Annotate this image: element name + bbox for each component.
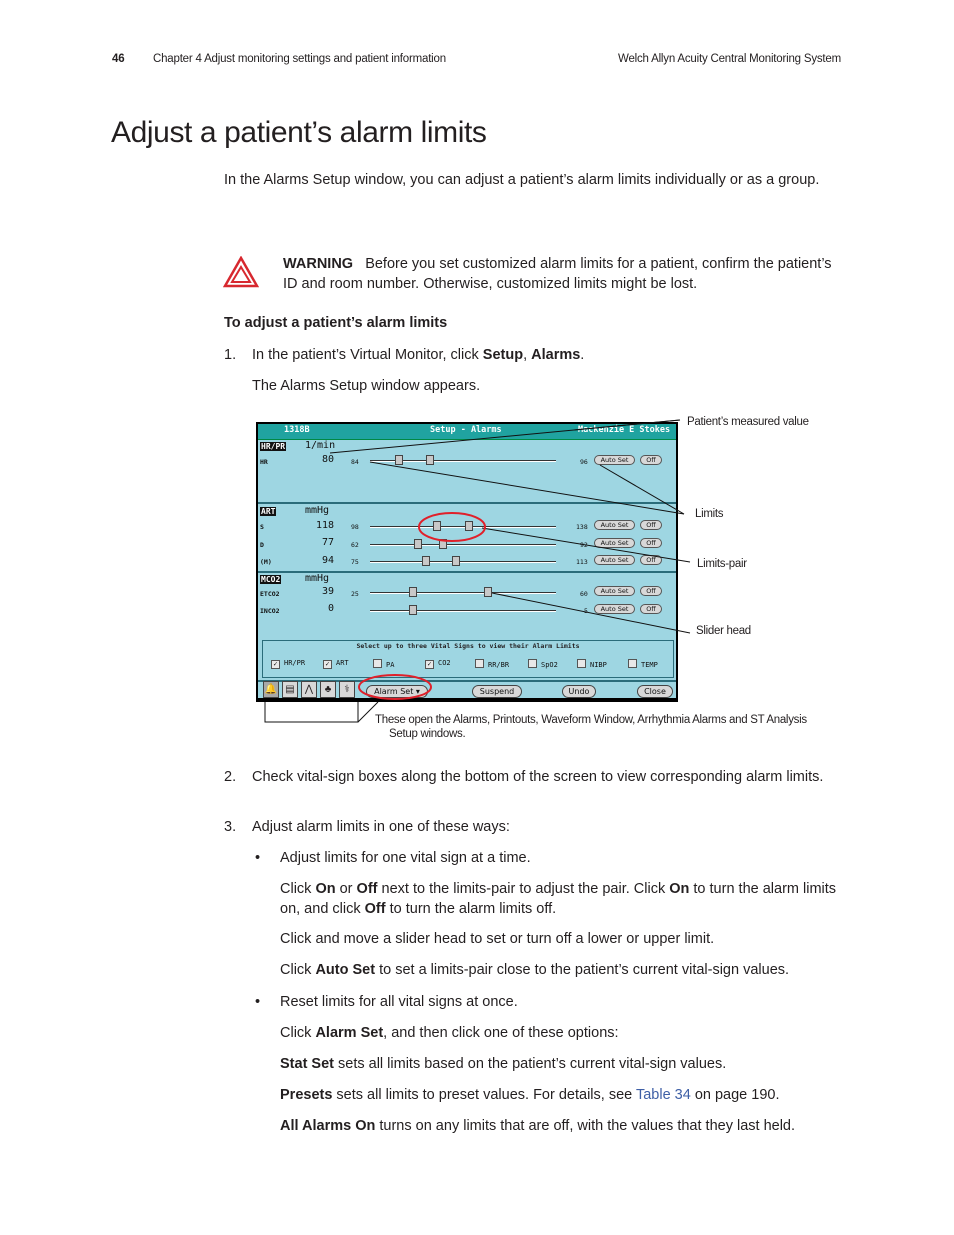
st-analysis-icon[interactable]: ⚕ — [339, 681, 355, 698]
checkbox-pa[interactable] — [373, 659, 394, 669]
row-label-m: (M) — [260, 558, 272, 566]
off-button-inco2[interactable]: Off — [640, 604, 662, 614]
off-term: Off — [356, 881, 378, 897]
off-button-s[interactable]: Off — [640, 520, 662, 530]
section-tag-mco2: MCO2 — [261, 575, 281, 584]
step-1-comma: , — [523, 347, 532, 363]
off-button-hr[interactable]: Off — [640, 455, 662, 465]
auto-set-button-hr[interactable]: Auto Set — [594, 455, 635, 465]
intro-paragraph: In the Alarms Setup window, you can adjust a patient’s alarm limits individually or as a group. — [224, 172, 820, 188]
slider-head-d-high[interactable] — [439, 539, 447, 549]
off-term: Off — [364, 900, 386, 917]
slider-head-inco2-high[interactable] — [409, 605, 417, 615]
icon-bracket — [265, 702, 358, 722]
callout-slider-head: Slider head — [696, 625, 751, 637]
slider-head-etco2-low[interactable] — [409, 587, 417, 597]
value-inco2: 0 — [327, 603, 334, 614]
auto-set-button-d[interactable]: Auto Set — [594, 538, 635, 548]
checkbox-label: NIBP — [590, 661, 607, 669]
checkbox-temp[interactable] — [628, 659, 658, 669]
value-etco2: 39 — [321, 586, 334, 597]
stat-set-option — [280, 1055, 726, 1075]
window-title: Setup - Alarms — [430, 425, 502, 435]
callout-icons-line2: Setup windows. — [389, 728, 466, 740]
row-label-d: D — [260, 541, 264, 549]
unit-hrpr: 1/min — [305, 440, 336, 451]
value-m: 94 — [321, 555, 334, 566]
auto-set-term: Auto Set — [315, 962, 376, 978]
low-limit-m: 75 — [351, 558, 359, 566]
slider-head-s-low[interactable] — [433, 521, 441, 531]
section-tag-hrpr: HR/PR — [261, 442, 286, 451]
high-limit-inco2: 5 — [584, 607, 588, 615]
high-limit-hr: 96 — [580, 458, 588, 466]
text-run: , and then click one of these options: — [383, 1025, 619, 1041]
slider-head-s-high[interactable] — [465, 521, 473, 531]
step-1-end: . — [580, 347, 585, 363]
unit-art: mmHg — [305, 505, 330, 516]
value-s: 118 — [315, 520, 334, 531]
undo-button[interactable]: Undo — [562, 685, 596, 698]
checkbox-label: TEMP — [641, 661, 658, 669]
callout-limits-pair: Limits-pair — [697, 558, 747, 570]
slider-track-inco2[interactable] — [370, 610, 556, 612]
window-body — [258, 440, 676, 698]
bullet-2-para-1 — [280, 1024, 619, 1044]
callout-icons-line1: These open the Alarms, Printouts, Waveform Window, Arrhythmia Alarms and ST Analysis — [375, 714, 807, 726]
all-alarms-on-option — [280, 1117, 795, 1137]
row-label-inco2: INCO2 — [260, 607, 280, 615]
room-label: 1318B — [284, 425, 310, 435]
text-run: to turn the alarm limits off. — [385, 900, 557, 917]
alarms-term: Alarms — [531, 347, 581, 363]
step-2-text: Check vital-sign boxes along the bottom of the screen to view corresponding alarm limits. — [252, 769, 824, 785]
presets-term: Presets — [280, 1087, 333, 1103]
bullet-1-text: Adjust limits for one vital sign at a time. — [280, 850, 531, 866]
warning-label: WARNING — [283, 256, 354, 272]
procedure-title: To adjust a patient’s alarm limits — [224, 315, 448, 331]
high-limit-m: 113 — [576, 558, 588, 566]
step-1-text — [252, 346, 584, 366]
text-run: Click — [280, 962, 316, 978]
on-term: On — [669, 881, 690, 897]
step-1-pre: In the patient’s Virtual Monitor, click — [252, 347, 483, 363]
high-limit-etco2: 60 — [580, 590, 588, 598]
window-title-bar — [258, 424, 676, 440]
waveform-icon[interactable]: ⋀ — [301, 681, 317, 698]
slider-head-hr-high[interactable] — [426, 455, 434, 465]
bullet-icon: • — [255, 994, 261, 1010]
slider-head-etco2-high[interactable] — [484, 587, 492, 597]
slider-track-s[interactable] — [370, 526, 556, 528]
warning-icon — [223, 256, 259, 288]
bullet-2-text: Reset limits for all vital signs at once. — [280, 994, 518, 1010]
checkbox-hrpr[interactable] — [271, 659, 305, 669]
off-button-m[interactable]: Off — [640, 555, 662, 565]
slider-head-d-low[interactable] — [414, 539, 422, 549]
printouts-icon[interactable]: ▤ — [282, 681, 298, 698]
slider-head-m-low[interactable] — [422, 556, 430, 566]
stat-set-term: Stat Set — [280, 1056, 334, 1072]
checkbox-rrbr[interactable] — [475, 659, 509, 669]
unit-mco2: mmHg — [305, 573, 330, 584]
checkbox-label: ART — [336, 659, 349, 667]
text-run: next to the limits-pair to adjust the pair. Click — [377, 881, 670, 897]
section-divider — [258, 502, 676, 504]
checkbox-empty-icon — [528, 659, 537, 668]
check-icon: ✓ — [271, 660, 280, 669]
alarm-set-button[interactable] — [366, 685, 428, 698]
alarm-set-label: Alarm Set — [374, 687, 414, 696]
bullet-1-para-1 — [280, 880, 845, 919]
slider-track-d[interactable] — [370, 544, 556, 546]
slider-head-hr-low[interactable] — [395, 455, 403, 465]
warning-block — [283, 255, 843, 294]
low-limit-hr: 84 — [351, 458, 359, 466]
checkbox-label: PA — [386, 661, 395, 669]
value-hr: 80 — [321, 454, 334, 465]
row-label-hr: HR — [260, 458, 268, 466]
text-run: on page 190. — [690, 1087, 780, 1103]
page-title: Adjust a patient’s alarm limits — [111, 116, 487, 149]
auto-set-button-etco2[interactable]: Auto Set — [594, 586, 635, 596]
patient-name: Mackenzie E Stokes — [578, 425, 671, 435]
auto-set-button-inco2[interactable]: Auto Set — [594, 604, 635, 614]
row-label-etco2: ETCO2 — [260, 590, 280, 598]
section-tag-art: ART — [261, 507, 276, 516]
low-limit-etco2: 25 — [351, 590, 359, 598]
checkbox-nibp[interactable] — [577, 659, 607, 669]
page-number: 46 — [112, 53, 125, 65]
step-3-text: Adjust alarm limits in one of these ways: — [252, 819, 510, 835]
checkbox-empty-icon — [577, 659, 586, 668]
text-run: sets all limits to preset values. For details, see — [332, 1087, 636, 1103]
dropdown-arrow-icon: ▾ — [415, 687, 420, 696]
callout-measured-value: Patient’s measured value — [687, 416, 809, 428]
text-run: or — [335, 881, 357, 897]
checkbox-spo2[interactable] — [528, 659, 558, 669]
checkbox-label: SpO2 — [541, 661, 558, 669]
bullet-1-para-2: Click and move a slider head to set or turn off a lower or upper limit. — [280, 931, 715, 947]
text-run: Click — [280, 1025, 316, 1041]
arrhythmia-alarms-icon[interactable]: ♣ — [320, 681, 336, 698]
product-name: Welch Allyn Acuity Central Monitoring System — [618, 53, 841, 65]
alarms-bell-icon[interactable]: 🔔 — [263, 681, 279, 698]
low-limit-s: 98 — [351, 523, 359, 531]
value-d: 77 — [321, 537, 334, 548]
check-icon: ✓ — [323, 660, 332, 669]
checkbox-empty-icon — [373, 659, 382, 668]
slider-track-m[interactable] — [370, 561, 556, 563]
bullet-icon: • — [255, 850, 261, 866]
text-run: turns on any limits that are off, with the values that they last held. — [375, 1118, 796, 1134]
all-alarms-on-term: All Alarms On — [280, 1118, 376, 1134]
vital-sign-selector-title: Select up to three Vital Signs to view their Alarm Limits — [356, 642, 580, 650]
off-button-etco2[interactable]: Off — [640, 586, 662, 596]
step-1-result: The Alarms Setup window appears. — [252, 378, 481, 394]
text-run: sets all limits based on the patient’s current vital-sign values. — [334, 1056, 727, 1072]
close-button[interactable]: Close — [637, 685, 673, 698]
callout-limits: Limits — [695, 508, 724, 520]
setup-term: Setup — [482, 347, 524, 363]
checkbox-label: CO2 — [438, 659, 451, 667]
checkbox-art[interactable] — [323, 659, 349, 669]
checkbox-label: HR/PR — [284, 659, 306, 667]
text-run: Click — [280, 881, 316, 897]
table-34-link[interactable]: Table 34 — [635, 1087, 691, 1103]
check-icon: ✓ — [425, 660, 434, 669]
auto-set-button-s[interactable]: Auto Set — [594, 520, 635, 530]
alarms-setup-screenshot — [256, 422, 678, 702]
high-limit-s: 138 — [576, 523, 588, 531]
high-limit-d: 92 — [580, 541, 588, 549]
checkbox-empty-icon — [475, 659, 484, 668]
step-1-number: 1. — [224, 347, 237, 363]
auto-set-button-m[interactable]: Auto Set — [594, 555, 635, 565]
text-run: to turn the alarm limits on, and click — [280, 881, 837, 917]
bullet-1-para-3 — [280, 961, 789, 981]
step-3-number: 3. — [224, 819, 237, 835]
suspend-button[interactable]: Suspend — [472, 685, 522, 698]
off-button-d[interactable]: Off — [640, 538, 662, 548]
text-run: to set a limits-pair close to the patient’s current vital-sign values. — [375, 962, 790, 978]
checkbox-empty-icon — [628, 659, 637, 668]
vital-sign-selector — [262, 640, 674, 678]
step-2-number: 2. — [224, 769, 237, 785]
warning-text: Before you set customized alarm limits for a patient, confirm the patient’s ID and room number. Otherwise, customized limits might be lost. — [283, 256, 832, 292]
checkbox-label: RR/BR — [488, 661, 510, 669]
on-term: On — [315, 881, 336, 897]
low-limit-d: 62 — [351, 541, 359, 549]
slider-head-m-high[interactable] — [452, 556, 460, 566]
checkbox-co2[interactable] — [425, 659, 451, 669]
presets-option — [280, 1086, 780, 1106]
slider-track-etco2[interactable] — [370, 592, 556, 594]
alarm-set-term: Alarm Set — [315, 1025, 384, 1041]
chapter-heading: Chapter 4 Adjust monitoring settings and patient information — [153, 53, 446, 65]
row-label-s: S — [260, 523, 264, 531]
